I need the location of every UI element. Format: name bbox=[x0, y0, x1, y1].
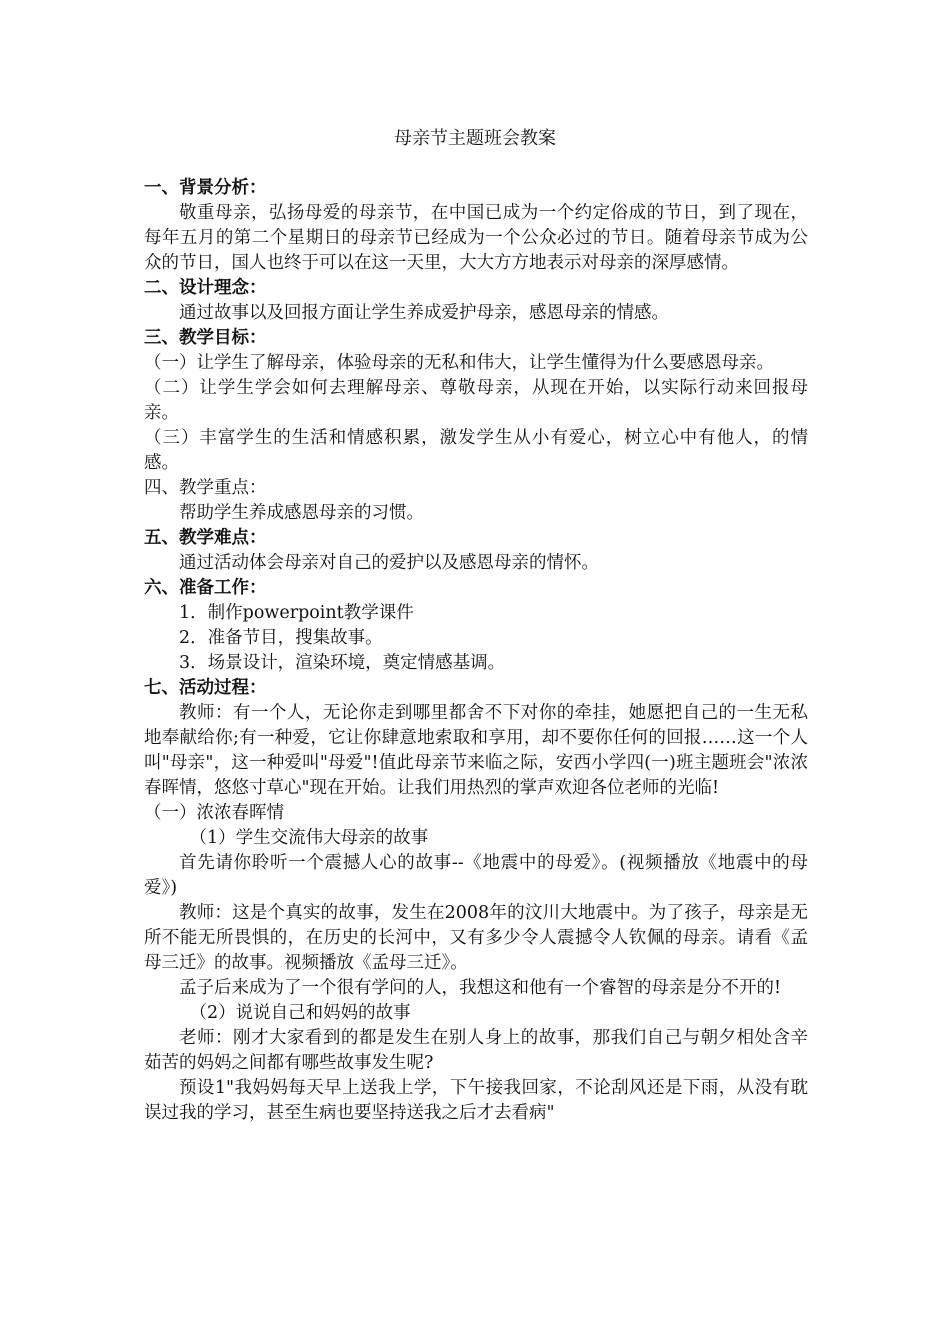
process-paragraph-4: 老师：刚才大家看到的都是发生在别人身上的故事，那我们自己与朝夕相处含辛茹苦的妈妈之间都有哪些故事发生呢? bbox=[144, 1028, 808, 1073]
goal-item-3: （三）丰富学生的生活和情感积累，激发学生从小有爱心，树立心中有他人，的情感。 bbox=[144, 428, 808, 473]
preparation-item-2: 2．准备节目，搜集故事。 bbox=[179, 628, 383, 648]
process-intro: 教师：有一个人，无论你走到哪里都舍不下对你的牵挂，她愿把自己的一生无私地奉献给你;有一种爱，它让你肆意地索取和享用，却不要你任何的回报……这一个人叫"母亲"，这一种爱叫"母爱"!值此母亲节来临之际，安西小学四(一)班主题班会"浓浓春晖情，悠悠寸草心"现在开始。让我们用热烈的掌声欢迎各位老师的光临! bbox=[144, 703, 808, 798]
process-part-1-1: （1）学生交流伟大母亲的故事 bbox=[189, 828, 429, 848]
process-part-1-2: （2）说说自己和妈妈的故事 bbox=[189, 1003, 411, 1023]
document-body bbox=[144, 176, 808, 1126]
process-paragraph-3: 孟子后来成为了一个很有学问的人，我想这和他有一个睿智的母亲是分不开的! bbox=[179, 978, 782, 998]
section-body-design: 通过故事以及回报方面让学生养成爱护母亲，感恩母亲的情感。 bbox=[179, 303, 669, 323]
process-part-1: （一）浓浓春晖情 bbox=[144, 803, 284, 823]
preparation-item-3: 3．场景设计，渲染环境，奠定情感基调。 bbox=[179, 653, 506, 673]
process-paragraph-1: 首先请你聆听一个震撼人心的故事--《地震中的母爱》。(视频播放《地震中的母爱》) bbox=[144, 853, 808, 898]
section-body-difficulties: 通过活动体会母亲对自己的爱护以及感恩母亲的情怀。 bbox=[179, 553, 599, 573]
section-heading-process: 七、活动过程： bbox=[144, 678, 267, 698]
preparation-item-1: 1．制作powerpoint教学课件 bbox=[179, 603, 414, 623]
process-paragraph-2: 教师：这是个真实的故事，发生在2008年的汶川大地震中。为了孩子，母亲是无所不能无所畏惧的，在历史的长河中，又有多少令人震撼令人钦佩的母亲。请看《孟母三迁》的故事。视频播放《孟母三迁》。 bbox=[144, 903, 808, 973]
process-paragraph-5: 预设1"我妈妈每天早上送我上学，下午接我回家，不论刮风还是下雨，从没有耽误过我的学习，甚至生病也要坚持送我之后才去看病" bbox=[144, 1078, 808, 1123]
section-heading-key-points: 四、教学重点： bbox=[144, 478, 267, 498]
section-body-background: 敬重母亲，弘扬母爱的母亲节，在中国已成为一个约定俗成的节日，到了现在，每年五月的第二个星期日的母亲节已经成为一个公众必过的节日。随着母亲节成为公众的节日，国人也终于可以在这一天里，大大方方地表示对母亲的深厚感情。 bbox=[144, 203, 808, 273]
document-title: 母亲节主题班会教案 bbox=[394, 128, 556, 149]
goal-item-1: （一）让学生了解母亲，体验母亲的无私和伟大，让学生懂得为什么要感恩母亲。 bbox=[144, 353, 774, 373]
section-heading-preparation: 六、准备工作： bbox=[144, 578, 267, 598]
section-heading-difficulties: 五、教学难点： bbox=[144, 528, 267, 548]
goal-item-2: （二）让学生学会如何去理解母亲、尊敬母亲，从现在开始，以实际行动来回报母亲。 bbox=[144, 378, 808, 423]
section-heading-goals: 三、教学目标： bbox=[144, 328, 267, 348]
section-heading-design: 二、设计理念： bbox=[144, 278, 267, 298]
section-heading-background: 一、背景分析： bbox=[144, 178, 267, 198]
section-body-key-points: 帮助学生养成感恩母亲的习惯。 bbox=[179, 503, 424, 523]
